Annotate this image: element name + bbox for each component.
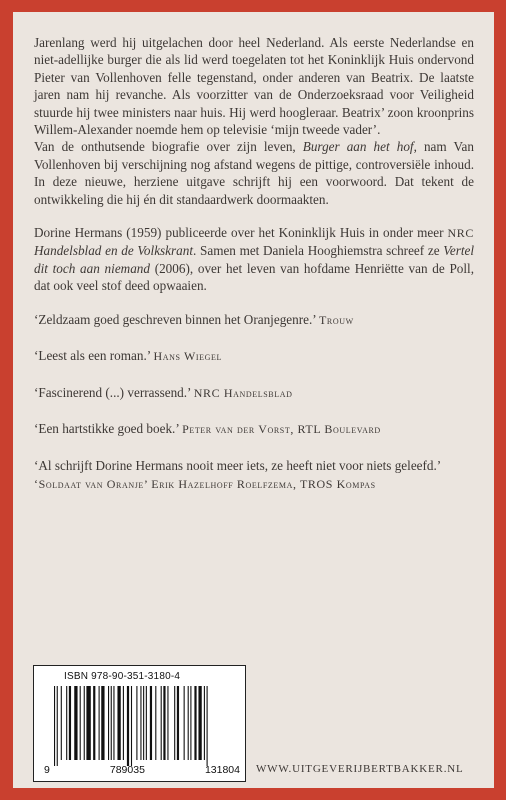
review-quotes <box>34 311 474 494</box>
barcode-bar <box>146 686 147 760</box>
author-p-pre: Dorine Hermans (1959) publiceerde over het Koninklijk Huis in onder meer <box>34 225 448 241</box>
review-quote <box>34 311 474 330</box>
blurb-p2-post: , nam Van Vollenhoven bij verschijning nog afstand wegens de pittige, controversiële inhoud. In deze nieuwe, herziene uitgave schrijft hij een voorwoord. Dat tekent de ontwikkeling die hij én dit standaardwerk doormaakten. <box>34 139 474 207</box>
barcode-bar <box>184 686 185 760</box>
quote-source: Hans Wiegel <box>153 349 222 364</box>
barcode-bar <box>150 686 152 760</box>
review-quote <box>34 457 474 493</box>
quote-text: ‘Fascinerend (...) verrassend.’ <box>34 384 191 400</box>
quote-source: NRC Handelsblad <box>193 385 293 400</box>
barcode-bar <box>54 686 55 766</box>
blurb-p2-pre: Van de onthutsende biografie over zijn leven, <box>34 139 303 155</box>
quote-text: ‘Leest als een roman.’ <box>34 348 151 364</box>
book-title-vertel-dit: Vertel dit toch aan niemand <box>34 243 475 276</box>
barcode-bar <box>207 686 208 766</box>
barcode-bar <box>161 686 162 760</box>
blurb-paragraph-2 <box>34 138 474 208</box>
author-paragraph <box>34 224 474 295</box>
barcode-digit-group: 9 <box>44 764 50 776</box>
nrc-label: NRC <box>447 226 474 241</box>
barcode-bar <box>136 686 137 760</box>
publisher-website: WWW.UITGEVERIJBERTBAKKER.NL <box>256 763 464 775</box>
barcode-bar <box>174 686 175 760</box>
barcode-digits <box>44 764 240 776</box>
barcode-bar <box>74 686 77 760</box>
barcode-digit-group: 789035 <box>109 764 145 776</box>
barcode-bar <box>66 686 67 760</box>
author-p-mid1: en <box>101 243 122 259</box>
barcode-bar <box>101 686 104 760</box>
quote-source: Trouw <box>318 312 354 327</box>
barcode-digit-group: 131804 <box>204 764 240 776</box>
barcode-bar <box>155 686 156 760</box>
barcode-bar <box>127 686 129 766</box>
barcode-bar <box>131 686 132 766</box>
barcode-bar <box>69 686 71 760</box>
barcode-bar <box>177 686 179 760</box>
author-p-post: (2006), over het leven van hofdame Henriëtte van de Poll, dat ook veel stof deed opwaaien. <box>34 260 474 294</box>
barcode-bar <box>140 686 141 760</box>
quote-source: ‘Soldaat van Oranje’ Erik Hazelhoff Roelfzema, TROS Kompas <box>34 476 376 491</box>
barcode-bar <box>198 686 201 760</box>
barcode-bar <box>204 686 205 760</box>
review-quote <box>34 384 474 403</box>
barcode-bar <box>188 686 189 760</box>
barcode-bar <box>113 686 114 760</box>
blurb-paragraph-1: Jarenlang werd hij uitgelachen door heel Nederland. Als eerste Nederlandse en niet-adellijke burger die als lid werd toegelaten tot het Koninklijk Huis ondervond Pieter van Vollenhoven felle tegenstand, onder anderen van Beatrix. De laatste jaren nam hij revanche. Als voorzitter van de Onderzoeksraad voor Veiligheid stuurde hij twee ministers naar huis. Hij werd hoogleraar. Beatrix’ zoon kroonprins Willem-Alexander noemde hem op televisie ‘mijn tweede vader’. <box>34 35 474 138</box>
barcode-bar <box>57 686 58 766</box>
barcode-bar <box>117 686 120 760</box>
quote-text: ‘Een hartstikke goed boek.’ <box>34 421 179 437</box>
barcode-bar <box>93 686 95 760</box>
barcode-bar <box>167 686 168 760</box>
barcode-bar <box>99 686 100 760</box>
quote-text: ‘Zeldzaam goed geschreven binnen het Oranjegenre.’ <box>34 311 316 327</box>
blurb <box>34 34 474 295</box>
isbn-barcode <box>33 665 246 782</box>
barcode-bar <box>163 686 165 760</box>
barcode-bar <box>123 686 124 760</box>
review-quote <box>34 420 474 439</box>
barcode-bar <box>80 686 81 760</box>
author-p-mid2: . Samen met Daniela Hooghiemstra schreef ze <box>193 243 444 259</box>
barcode-bar <box>143 686 144 760</box>
barcode-bar <box>194 686 196 760</box>
barcode-bar <box>108 686 109 760</box>
handelsblad-label: Handelsblad <box>34 243 102 259</box>
book-title-burger-aan-het-hof: Burger aan het hof <box>302 139 414 155</box>
barcode-bar <box>61 686 62 760</box>
volkskrant-label: de Volkskrant <box>121 243 194 259</box>
barcode-bar <box>190 686 191 760</box>
quote-source: Peter van der Vorst, RTL Boulevard <box>182 422 381 437</box>
isbn-label: ISBN 978-90-351-3180-4 <box>64 671 181 682</box>
barcode-bar <box>86 686 90 760</box>
barcode-bar <box>84 686 85 760</box>
quote-text: ‘Al schrijft Dorine Hermans nooit meer iets, ze heeft niet voor niets geleefd.’ <box>34 458 441 474</box>
barcode-bar <box>111 686 112 760</box>
back-cover-panel <box>13 12 494 788</box>
review-quote <box>34 347 474 366</box>
barcode-bars <box>52 686 238 766</box>
